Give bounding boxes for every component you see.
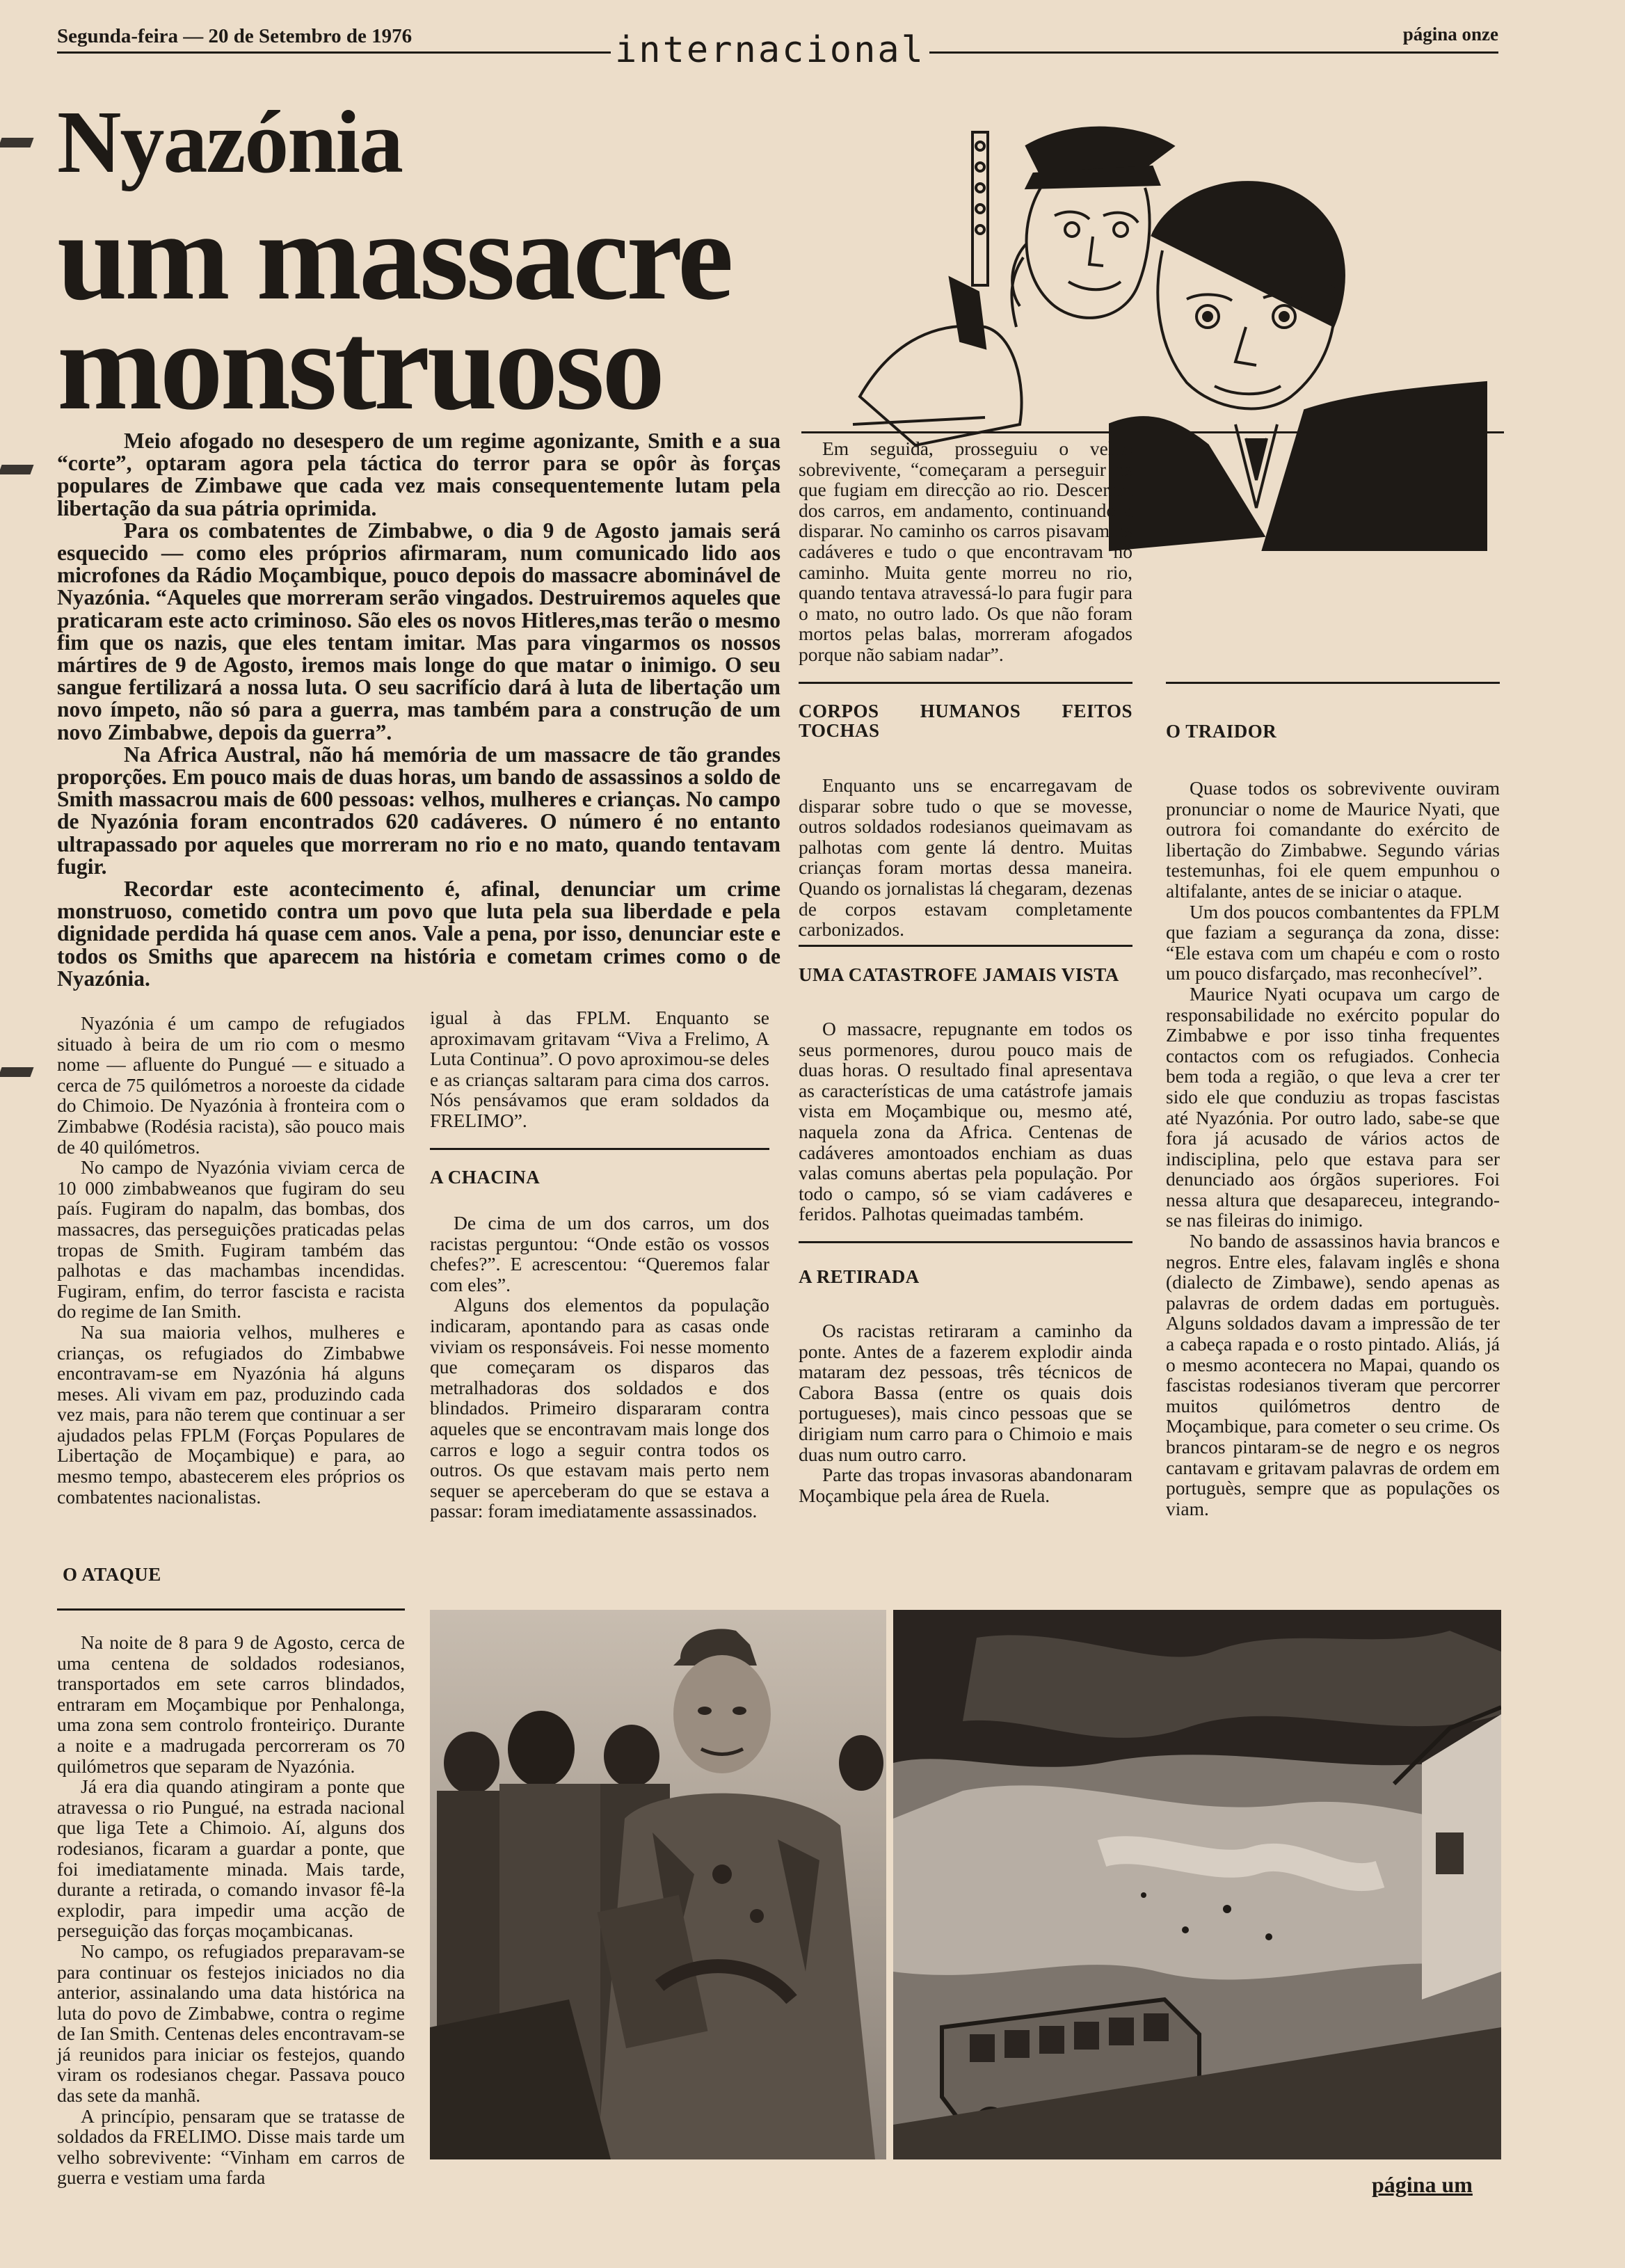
scan-edge-mark bbox=[0, 465, 34, 474]
lead-paragraph: Recordar este acontecimento é, afinal, denunciar um crime monstruoso, cometido contra um povo que luta pela sua liberdade e pela dignidade perdida há quase cem anos. Vale a pena, por isso, denunciar este e todos os Smiths que aparecem na história e cometam crimes como o de Nyazónia. bbox=[57, 877, 781, 991]
body-paragraph: Os racistas retiraram a caminho da ponte. Antes de a fazerem explodir ainda mataram dez pessoas, três técnicos de Cabora Bassa (entre os quais dois portugueses), mais cinco pessoas que se dirigiam num carro para o Chimoio e mais duas num outro carro. bbox=[799, 1320, 1132, 1465]
headline-line: um massacre bbox=[57, 186, 731, 326]
section-rule bbox=[430, 1148, 769, 1150]
scan-edge-mark bbox=[0, 1067, 34, 1077]
section-rule bbox=[799, 682, 1132, 684]
body-paragraph: Nyazónia é um campo de refugiados situado à beira de um rio com o mesmo nome — afluente do Pungué — e situado a cerca de 75 quilómetros a noroeste da cidade do Chimoio. De Nyazónia à fronteira com o Zimbabwe (Rodésia racista), são pouco mais de 40 quilómetros. bbox=[57, 1012, 405, 1158]
cartoon-border bbox=[801, 431, 1504, 433]
article-column-3-top bbox=[799, 438, 1132, 665]
page-header bbox=[57, 19, 1498, 71]
section-title: internacional bbox=[611, 29, 929, 71]
body-paragraph: No campo, os refugiados preparavam-se para continuar os festejos iniciados no dia anterior, assinalando uma data histórica na luta do povo de Zimbabwe, contra o regime de Ian Smith. Centenas deles encontravam-se já reunidos para iniciar os festejos, quando viram os rodesianos chegar. Passava pouco das sete da manhã. bbox=[57, 1940, 405, 2107]
article-column-1 bbox=[57, 1013, 405, 1507]
body-paragraph: Na sua maioria velhos, mulheres e crianças, os refugiados do Zimbabwe encontravam-se em Nyazónia há alguns meses. Ali vivam em paz, produzindo cada vez mais, para não terem que continuar a ser ajudados pelas FPLM (Forças Populares de Libertação de Moçambique) e para, ao mesmo tempo, abastecerem eles próprios os combatentes nacionalistas. bbox=[57, 1320, 405, 1508]
section-rule bbox=[799, 1241, 1132, 1243]
section-rule bbox=[1166, 682, 1500, 684]
headline-main bbox=[57, 186, 731, 436]
corpos-text bbox=[799, 775, 1132, 940]
section-heading-corpos: CORPOS HUMANOS FEITOS TOCHAS bbox=[799, 701, 1132, 741]
section-heading-ataque: O ATAQUE bbox=[63, 1564, 161, 1585]
body-paragraph: Já era dia quando atingiram a ponte que atravessa o rio Pungué, na estrada nacional que liga Tete a Chimoio. Aí, alguns dos rodesianos, ficaram a guardar a ponte, que foi imediatamente minada. Mais tarde, durante a retirada, o comando invasor fê-la explodir, para impedir uma acção de perseguição das forças moçambicanas. bbox=[57, 1775, 405, 1942]
chacina-text bbox=[430, 1213, 769, 1522]
section-heading-catastrofe: UMA CATASTROFE JAMAIS VISTA bbox=[799, 964, 1119, 985]
lead-paragraph: Na Africa Austral, não há memória de um massacre de tão grandes proporções. Em pouco mais de duas horas, um bando de assassinos a soldo de Smith massacrou mais de 600 pessoas: velhos, mulheres e crianças. No campo de Nyazónia foram encontrados 620 cadáveres. O número é no entanto ultrapassado por aqueles que morreram no rio e no mato, quando tentavam fugir. bbox=[57, 742, 781, 879]
body-paragraph: O massacre, repugnante em todos os seus pormenores, durou pouco mais de duas horas. O resultado final apresentava as características de uma catástrofe jamais vista em Moçambique ou, mesmo até, naquela zona da Africa. Centenas de cadáveres amontoados enchiam as duas valas comuns abertas pela população. Por todo o campo, só se viam cadáveres e feridos. Palhotas queimadas também. bbox=[799, 1018, 1132, 1225]
body-paragraph: Na noite de 8 para 9 de Agosto, cerca de uma centena de soldados rodesianos, transportados em sete carros blindados, entraram em Moçambique por Penhalonga, uma zona sem controlo fronteiriço. Durante a noite e a madrugada percorreram os 70 quilómetros que separam de Nyazónia. bbox=[57, 1631, 405, 1777]
page-number: página onze bbox=[1402, 24, 1498, 45]
body-paragraph: No campo de Nyazónia viviam cerca de 10 000 zimbabweanos que fugiram do seu país. Fugiram do napalm, das bombas, dos massacres, das perseguições praticadas pelas tropas de Smith. Fugiram também das palhotas e das machambas incendidas. Fugiram, enfim, do terror fascista e racista do regime de Ian Smith. bbox=[57, 1156, 405, 1323]
body-paragraph: Maurice Nyati ocupava um cargo de responsabilidade no exército popular do Zimbabwe e por isso tinha frequentes contactos com os refugiados. Conhecia bem toda a região, o que leva a crer ter sido ele que conduziu as tropas fascistas até Nyazónia. Por outro lado, sabe-se que fora já acusado de vários actos de indisciplina, pelo que estava para ser denunciado aos órgãos superiores. Foi nessa altura que desapareceu, integrando-se nas fileiras do inimigo. bbox=[1166, 982, 1500, 1231]
article-column-2-top bbox=[430, 1007, 769, 1131]
body-paragraph: igual à das FPLM. Enquanto se aproximavam gritavam “Viva a Frelimo, A Luta Continua”. O povo aproximou-se deles e as crianças saltaram para cima dos carros. Nós pensávamos que eram soldados da FRELIMO”. bbox=[430, 1007, 769, 1131]
body-paragraph: Enquanto uns se encarregavam de disparar sobre tudo o que se movesse, outros soldados rodesianos queimavam as palhotas com gente lá dentro. Muitas crianças foram mortas dessa maneira. Quando os jornalistas lá chegaram, dezenas de corpos estavam completamente carbonizados. bbox=[799, 774, 1132, 941]
scan-edge-mark bbox=[0, 138, 34, 147]
photo-soldiers bbox=[430, 1610, 886, 2159]
lead-text bbox=[57, 430, 781, 990]
section-heading-retirada: A RETIRADA bbox=[799, 1266, 920, 1287]
catastrofe-text bbox=[799, 1019, 1132, 1224]
section-heading-traidor: O TRAIDOR bbox=[1166, 721, 1277, 742]
headline-kicker: Nyazónia bbox=[57, 93, 402, 191]
body-paragraph: Em seguida, prosseguiu o velho sobrevivente, “começaram a perseguir os que fugiam em direcção ao rio. Desceram dos carros, em andamento, continuando a disparar. No caminho os carros pisavam os cadáveres e tudo o que encontravam no caminho. Muita gente morreu no rio, quando tentava atravessá-lo para fugir para o mato, no outro lado. Os que não foram mortos pelas balas, morreram afogados porque não sabiam nadar”. bbox=[799, 438, 1132, 665]
issue-date: Segunda-feira — 20 de Setembro de 1976 bbox=[57, 25, 413, 47]
section-heading-chacina: A CHACINA bbox=[430, 1167, 541, 1188]
ataque-text bbox=[57, 1632, 405, 2188]
lead-paragraph: Para os combatentes de Zimbabwe, o dia 9 de Agosto jamais será esquecido — como eles próprios afirmaram, num comunicado lido aos microfones da Rádio Moçambique, pouco depois do massacre abominável de Nyazónia. “Aqueles que morreram serão vingados. Destruiremos aqueles que praticaram este acto criminoso. São eles os novos Hitleres,mas terão o mesmo fim que os nazis, que eles tentam imitar. Mas para vingarmos os nossos mártires de 9 de Agosto, iremos mais longe do que matar o inimigo. O seu sangue fertilizará a nossa luta. O seu sacrifício dará à luta de libertação um novo ímpeto, não só para a guerra, mas também para a construção de um novo Zimbabwe, depois da guerra”. bbox=[57, 518, 781, 744]
traidor-text bbox=[1166, 778, 1500, 1519]
continued-page-link[interactable]: página um bbox=[1372, 2172, 1473, 2197]
lead-paragraph: Meio afogado no desespero de um regime agonizante, Smith e a sua “corte”, optaram agora pela táctica do terror para se opôr às forças populares de Zimbawe que cada vez mais consequentemente lutam pela libertação da sua pátria oprimida. bbox=[57, 429, 781, 520]
headline-line: monstruoso bbox=[57, 296, 663, 436]
photo-destruction bbox=[893, 1610, 1501, 2159]
body-paragraph: Alguns dos elementos da população indicaram, apontando para as casas onde viviam os responsáveis. Foi nesse momento que começaram os disparos das metralhadoras dos soldados e dos blindados. Primeiro dispararam contra aqueles que se encontravam mais longe dos carros e logo a seguir contra todos os outros. Os que estavam mais perto nem sequer se aperceberam do que se estava a passar: foram imediatamente assassinados. bbox=[430, 1294, 769, 1522]
body-paragraph: Parte das tropas invasoras abandonaram Moçambique pela área de Ruela. bbox=[799, 1464, 1132, 1506]
body-paragraph: Um dos poucos combantentes da FPLM que faziam a segurança da zona, disse: “Ele estava com um chapéu e com o rosto um pouco disfarçado, mas reconhecível”. bbox=[1166, 900, 1500, 984]
section-rule bbox=[799, 945, 1132, 947]
body-paragraph: Quase todos os sobrevivente ouviram pronunciar o nome de Maurice Nyati, que outrora foi comandante do exército de libertação do Zimbabwe. Segundo várias testemunhas, foi ele quem empunhou o altifalante, antes de se iniciar o ataque. bbox=[1166, 777, 1500, 902]
section-rule bbox=[57, 1608, 405, 1611]
body-paragraph: A princípio, pensaram que se tratasse de soldados da FRELIMO. Disse mais tarde um velho sobrevivente: “Vinham em carros de guerra e vestiam uma farda bbox=[57, 2105, 405, 2189]
retirada-text bbox=[799, 1320, 1132, 1506]
body-paragraph: De cima de um dos carros, um dos racistas perguntou: “Onde estão os vossos chefes?”. E acrescentou: “Queremos falar com eles”. bbox=[430, 1212, 769, 1295]
body-paragraph: No bando de assassinos havia brancos e negros. Entre eles, falavam inglês e shona (dialecto de Zimbawe), sendo apenas as palavras de ordem dadas em portuguès. Alguns soldados davam a impressão de ter a cabeça rapada e o rosto pintado. Aliás, já o mesmo acontecera no Mapai, quando os fascistas rodesianos tiveram que percorrer muitos quilómetros dentro de Moçambique, para cometer o seu crime. Os brancos pintaram-se de negro e os negros cantavam e gritavam palavras de ordem em portuguès, sempre que as populações os viam. bbox=[1166, 1230, 1500, 1519]
